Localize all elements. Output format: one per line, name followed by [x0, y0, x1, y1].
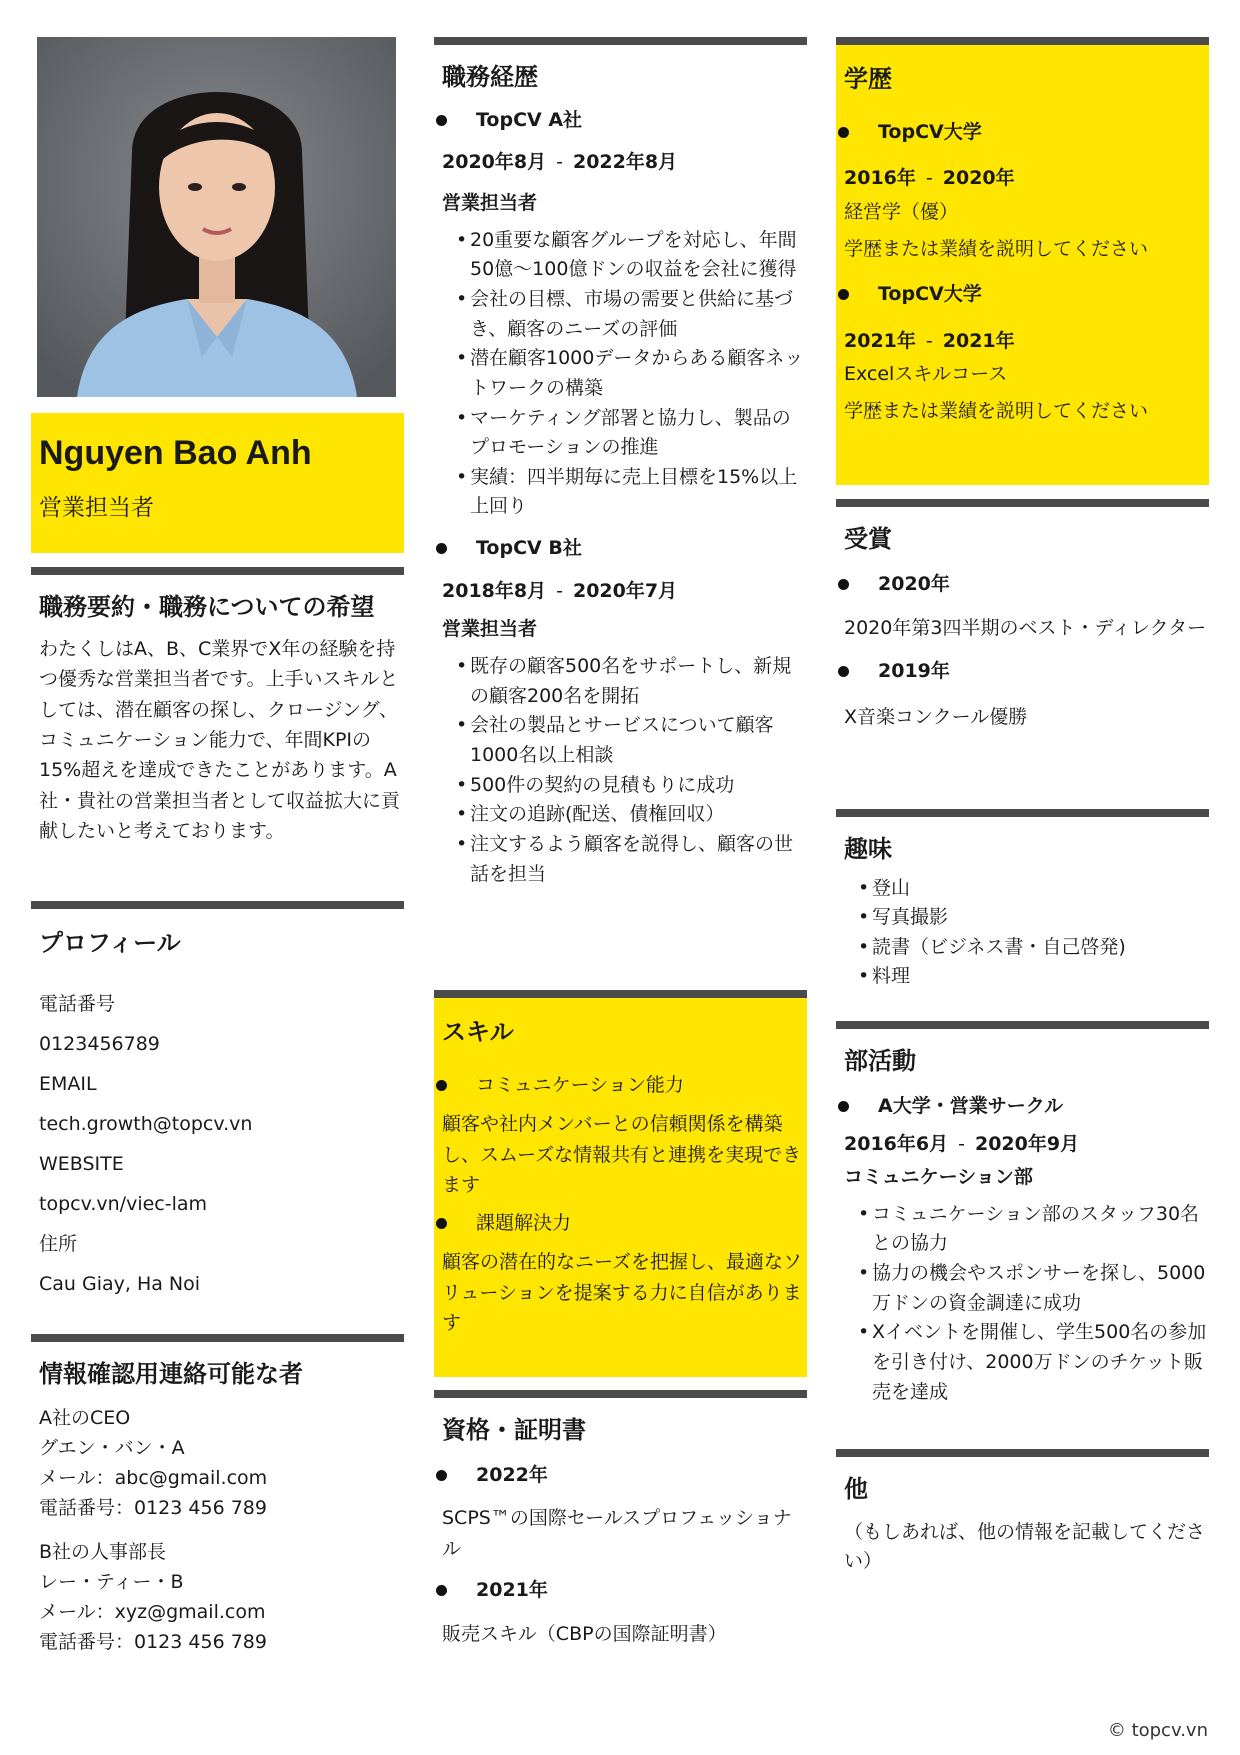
others-text: （もしあれば、他の情報を記載してください）	[844, 1520, 1206, 1573]
job-bullets	[434, 652, 807, 889]
email-label: EMAIL	[39, 1072, 97, 1095]
certificate-item	[434, 1578, 807, 1649]
education-note: 学歴または業績を説明してください	[844, 399, 1149, 422]
section-divider	[836, 37, 1209, 45]
activity-org: A大学・営業サークル	[836, 1094, 1209, 1119]
reference-phone: 電話番号：0123 456 789	[39, 1496, 267, 1519]
education-major: 経営学（優）	[844, 201, 959, 224]
references-section	[31, 1334, 404, 1657]
section-divider	[836, 1449, 1209, 1457]
education-note: 学歴または業績を説明してください	[844, 237, 1149, 260]
phone-value: 0123456789	[39, 1032, 160, 1055]
job-role: 営業担当者	[442, 192, 538, 215]
skills-section	[434, 990, 807, 1377]
list-item: • 注文するよう顧客を説得し、顧客の世話を担当	[456, 830, 807, 889]
awards-section	[836, 499, 1209, 732]
activity-dates: 2016年6月 - 2020年9月	[844, 1133, 1080, 1156]
candidate-position: 営業担当者	[39, 495, 154, 522]
list-item: • 注文の追跡(配送、債権回収）	[456, 800, 807, 830]
activities-section	[836, 1021, 1209, 1407]
award-year: 2019年	[836, 659, 1209, 684]
award-item	[836, 572, 1209, 643]
list-item: • コミュニケーション部のスタッフ30名との協力	[858, 1200, 1209, 1259]
list-item: • 実績：四半期毎に売上目標を15%以上上回り	[456, 463, 807, 522]
list-item: • 潜在顧客1000データからある顧客ネットワークの構築	[456, 344, 807, 403]
list-item: • 料理	[858, 962, 1209, 991]
website-label: WEBSITE	[39, 1152, 124, 1175]
certificate-item	[434, 1463, 807, 1564]
list-item: • Xイベントを開催し、学生500名の参加を引き付け、2000万ドンのチケット販売を達成	[858, 1318, 1209, 1407]
section-divider	[836, 1021, 1209, 1029]
section-divider	[836, 809, 1209, 817]
reference-name: グエン・バン・A	[39, 1436, 185, 1459]
reference-person	[31, 1389, 404, 1523]
bullet-dot-icon	[436, 543, 447, 554]
award-name: X音楽コンクール優勝	[844, 705, 1028, 728]
summary-section	[31, 567, 404, 847]
award-year: 2020年	[836, 572, 1209, 597]
job-dates: 2020年8月 - 2022年8月	[442, 151, 678, 174]
list-item: • マーケティング部署と協力し、製品のプロモーションの推進	[456, 404, 807, 463]
address-label: 住所	[39, 1232, 78, 1255]
education-item	[836, 120, 1209, 264]
skills-title: スキル	[442, 1018, 514, 1046]
job-entry	[434, 536, 807, 889]
experience-title: 職務経歴	[442, 63, 538, 91]
job-entry	[434, 108, 807, 522]
reference-person	[31, 1523, 404, 1657]
certificate-name: 販売スキル（CBPの国際証明書）	[442, 1622, 727, 1645]
skill-item	[434, 1073, 807, 1201]
list-item: • 読書（ビジネス書・自己啓発)	[858, 933, 1209, 962]
section-divider	[836, 499, 1209, 507]
reference-email: メール：xyz@gmail.com	[39, 1600, 266, 1623]
list-item: • 20重要な顧客グループを対応し、年間 50億～100億ドンの収益を会社に獲得	[456, 226, 807, 285]
profile-title: プロフィール	[39, 929, 181, 957]
profile-list	[31, 958, 404, 1304]
activities-title: 部活動	[844, 1047, 916, 1075]
candidate-name: Nguyen Bao Anh	[39, 434, 312, 472]
skill-desc: 顧客や社内メンバーとの信頼関係を構築し、スムーズな情報共有と連携を実現できます	[442, 1113, 802, 1197]
education-major: Excelスキルコース	[844, 363, 1008, 386]
list-item: • 登山	[858, 874, 1209, 903]
bullet-dot-icon	[838, 579, 849, 590]
certificates-title: 資格・証明書	[442, 1416, 586, 1444]
bullet-dot-icon	[838, 1101, 849, 1112]
activity-role: コミュニケーション部	[844, 1166, 1033, 1189]
profile-section	[31, 901, 404, 1304]
reference-phone: 電話番号：0123 456 789	[39, 1630, 267, 1653]
others-section	[836, 1449, 1209, 1577]
reference-email: メール：abc@gmail.com	[39, 1466, 268, 1489]
profile-photo	[37, 37, 396, 397]
email-value[interactable]: tech.growth@topcv.vn	[39, 1112, 253, 1135]
list-item: • 500件の契約の見積もりに成功	[456, 771, 807, 801]
skill-desc: 顧客の潜在的なニーズを把握し、最適なソリューションを提案する力に自信があります	[442, 1251, 803, 1335]
reference-org: A社のCEO	[39, 1406, 131, 1429]
award-name: 2020年第3四半期のベスト・ディレクター	[844, 617, 1207, 640]
education-section	[836, 37, 1209, 485]
education-school: TopCV大学	[836, 282, 1209, 307]
bullet-dot-icon	[838, 289, 849, 300]
education-school: TopCV大学	[836, 120, 1209, 145]
bullet-dot-icon	[436, 1218, 447, 1229]
job-company: TopCV A社	[434, 108, 807, 133]
reference-name: レー・ティー・B	[39, 1570, 184, 1593]
hobby-list	[836, 874, 1209, 992]
certificate-name: SCPS™の国際セールスプロフェッショナル	[442, 1507, 792, 1560]
job-bullets	[434, 226, 807, 522]
list-item: • 既存の顧客500名をサポートし、新規の顧客200名を開拓	[456, 652, 807, 711]
name-block	[31, 413, 404, 553]
skill-name: コミュニケーション能力	[434, 1073, 807, 1098]
experience-section	[434, 37, 807, 889]
certificates-section	[434, 1390, 807, 1649]
summary-text: わたくしはA、B、C業界でX年の経験を持つ優秀な営業担当者です。上手いスキルとしては、潜在顧客の探し、クロージング、コミュニケーション能力で、年間KPIの15%超えを達成できたことがあります。A社・貴社の営業担当者として収益拡大に貢献したいと考えております。	[39, 637, 401, 843]
job-company: TopCV B社	[434, 536, 807, 561]
section-divider	[434, 1390, 807, 1398]
skill-item	[434, 1211, 807, 1339]
hobbies-title: 趣味	[844, 835, 892, 863]
list-item: • 写真撮影	[858, 903, 1209, 932]
education-dates: 2021年 - 2021年	[844, 329, 1015, 352]
bullet-dot-icon	[838, 666, 849, 677]
activity-bullets	[836, 1200, 1209, 1407]
job-dates: 2018年8月 - 2020年7月	[442, 579, 678, 602]
bullet-dot-icon	[436, 1470, 447, 1481]
website-value[interactable]: topcv.vn/viec-lam	[39, 1192, 208, 1215]
address-value: Cau Giay, Ha Noi	[39, 1272, 201, 1295]
hobbies-section	[836, 809, 1209, 992]
list-item: • 会社の製品とサービスについて顧客1000名以上相談	[456, 711, 807, 770]
job-role: 営業担当者	[442, 618, 538, 641]
bullet-dot-icon	[838, 127, 849, 138]
list-item: • 協力の機会やスポンサーを探し、5000万ドンの資金調達に成功	[858, 1259, 1209, 1318]
bullet-dot-icon	[436, 1080, 447, 1091]
skill-name: 課題解決力	[434, 1211, 807, 1236]
awards-title: 受賞	[844, 525, 892, 553]
phone-label: 電話番号	[39, 992, 116, 1015]
certificate-year: 2021年	[434, 1578, 807, 1603]
references-title: 情報確認用連絡可能な者	[39, 1360, 303, 1388]
section-divider	[31, 1334, 404, 1342]
reference-org: B社の人事部長	[39, 1540, 167, 1563]
list-item: • 会社の目標、市場の需要と供給に基づき、顧客のニーズの評価	[456, 285, 807, 344]
education-item	[836, 282, 1209, 426]
award-item	[836, 659, 1209, 732]
bullet-dot-icon	[436, 1585, 447, 1596]
section-divider	[434, 990, 807, 998]
education-dates: 2016年 - 2020年	[844, 167, 1015, 190]
section-divider	[434, 37, 807, 45]
summary-title: 職務要約・職務についての希望	[39, 593, 375, 621]
section-divider	[31, 567, 404, 575]
others-title: 他	[844, 1475, 868, 1503]
education-title: 学歴	[844, 65, 892, 93]
bullet-dot-icon	[436, 115, 447, 126]
copyright: © topcv.vn	[1107, 1720, 1208, 1741]
certificate-year: 2022年	[434, 1463, 807, 1488]
section-divider	[31, 901, 404, 909]
